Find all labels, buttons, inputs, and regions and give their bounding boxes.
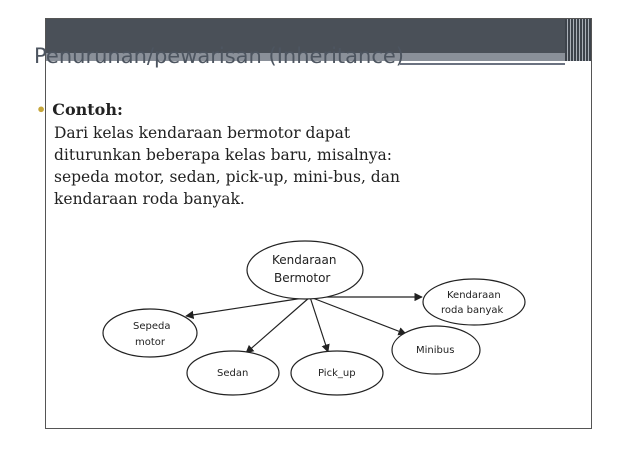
node-label: Pick_up: [318, 368, 356, 379]
bullet-marker: •: [36, 100, 47, 119]
node-label: Sedan: [217, 368, 249, 379]
node-kendaraan-bermotor: [247, 241, 363, 299]
body-line: sepeda motor, sedan, pick-up, mini-bus, dan: [54, 168, 400, 186]
node-label: roda banyak: [441, 305, 504, 316]
node-kendaraan-roda-banyak: [423, 279, 525, 325]
node-minibus: [392, 326, 480, 374]
arrow-to-pick-up: [310, 297, 328, 352]
body-line: Dari kelas kendaraan bermotor dapat: [54, 124, 351, 142]
node-label: Minibus: [416, 345, 455, 356]
node-sepeda-motor: [103, 309, 197, 357]
node-pick-up: [291, 351, 383, 395]
node-sedan: [187, 351, 279, 395]
node-label: Kendaraan: [447, 290, 501, 301]
node-label: Kendaraan: [272, 253, 337, 267]
bullet-heading: Contoh:: [52, 100, 123, 119]
slide-title: Penurunan/pewarisan (Inheritance): [34, 44, 404, 68]
node-label: motor: [135, 337, 166, 348]
node-label: Sepeda: [133, 321, 171, 332]
body-line: kendaraan roda banyak.: [54, 190, 245, 208]
body-line: diturunkan beberapa kelas baru, misalnya:: [54, 146, 393, 164]
node-label: Bermotor: [274, 271, 331, 285]
arrow-to-minibus: [310, 297, 406, 334]
